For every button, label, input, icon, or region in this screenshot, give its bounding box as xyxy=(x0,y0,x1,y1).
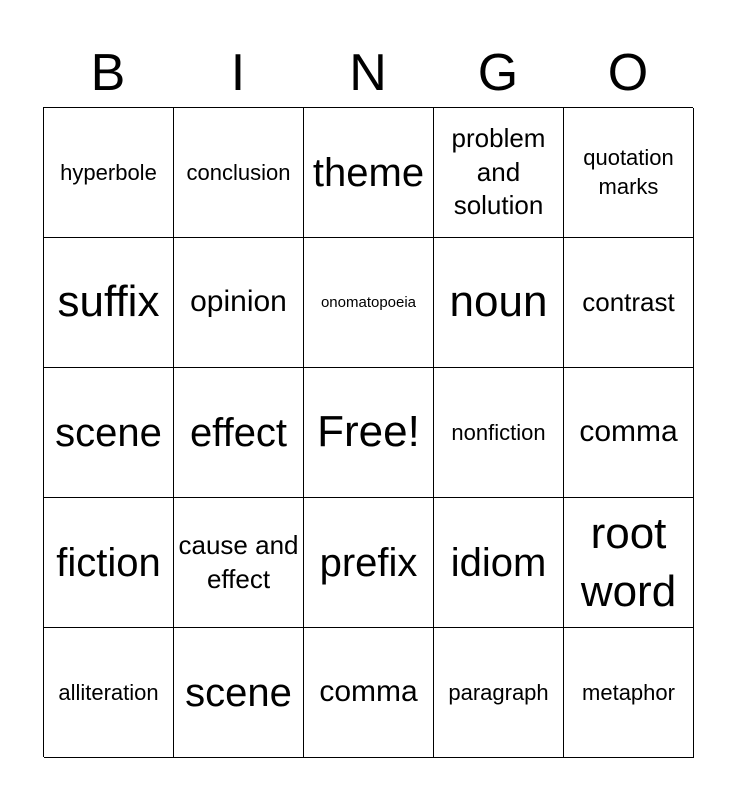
bingo-cell[interactable] xyxy=(434,498,564,628)
bingo-cell[interactable] xyxy=(304,108,434,238)
cell-text: cause and effect xyxy=(178,529,299,594)
bingo-cell[interactable] xyxy=(44,108,174,238)
bingo-cell[interactable] xyxy=(564,108,694,238)
cell-text: comma xyxy=(579,415,678,449)
cell-text: nonfiction xyxy=(451,419,546,445)
bingo-cell[interactable] xyxy=(304,498,434,628)
header-letter-b: B xyxy=(90,44,126,102)
cell-text: theme xyxy=(312,150,425,195)
bingo-cell[interactable] xyxy=(174,498,304,628)
bingo-cell[interactable] xyxy=(434,108,564,238)
bingo-cell[interactable] xyxy=(44,238,174,368)
cell-text: paragraph xyxy=(448,679,549,705)
bingo-cell[interactable] xyxy=(564,368,694,498)
cell-text: opinion xyxy=(190,285,287,319)
free-space-cell[interactable] xyxy=(304,368,434,498)
bingo-card-grid xyxy=(43,107,693,757)
bingo-cell[interactable] xyxy=(564,238,694,368)
header-letter-n: N xyxy=(349,44,387,102)
cell-text: suffix xyxy=(57,277,160,327)
bingo-cell[interactable] xyxy=(434,628,564,758)
bingo-cell[interactable] xyxy=(174,628,304,758)
bingo-cell[interactable] xyxy=(304,628,434,758)
cell-text: comma xyxy=(319,675,418,709)
cell-text: conclusion xyxy=(186,159,291,185)
cell-text: hyperbole xyxy=(60,159,157,185)
cell-text: noun xyxy=(449,277,548,327)
bingo-cell[interactable] xyxy=(564,498,694,628)
cell-text: root word xyxy=(580,509,677,616)
bingo-cell[interactable] xyxy=(44,368,174,498)
cell-text: alliteration xyxy=(58,679,159,705)
free-space-text: Free! xyxy=(317,407,420,457)
cell-text: problem and solution xyxy=(451,122,546,221)
header-letter-g: G xyxy=(477,44,519,102)
bingo-cell[interactable] xyxy=(174,368,304,498)
bingo-cell[interactable] xyxy=(304,238,434,368)
cell-text: idiom xyxy=(450,540,547,585)
bingo-cell[interactable] xyxy=(174,108,304,238)
cell-text: quotation marks xyxy=(583,144,674,199)
cell-text: onomatopoeia xyxy=(320,293,417,311)
cell-text: contrast xyxy=(582,286,675,317)
cell-text: scene xyxy=(55,410,162,455)
bingo-cell[interactable] xyxy=(434,238,564,368)
bingo-cell[interactable] xyxy=(44,628,174,758)
bingo-cell[interactable] xyxy=(434,368,564,498)
header-letter-o: O xyxy=(607,44,649,102)
bingo-cell[interactable] xyxy=(44,498,174,628)
cell-text: effect xyxy=(189,410,288,455)
cell-text: metaphor xyxy=(582,679,675,705)
cell-text: fiction xyxy=(56,540,161,585)
bingo-cell[interactable] xyxy=(564,628,694,758)
header-letter-i: I xyxy=(230,44,246,102)
bingo-cell[interactable] xyxy=(174,238,304,368)
cell-text: scene xyxy=(185,670,292,715)
cell-text: prefix xyxy=(319,540,418,585)
bingo-header xyxy=(43,38,693,108)
